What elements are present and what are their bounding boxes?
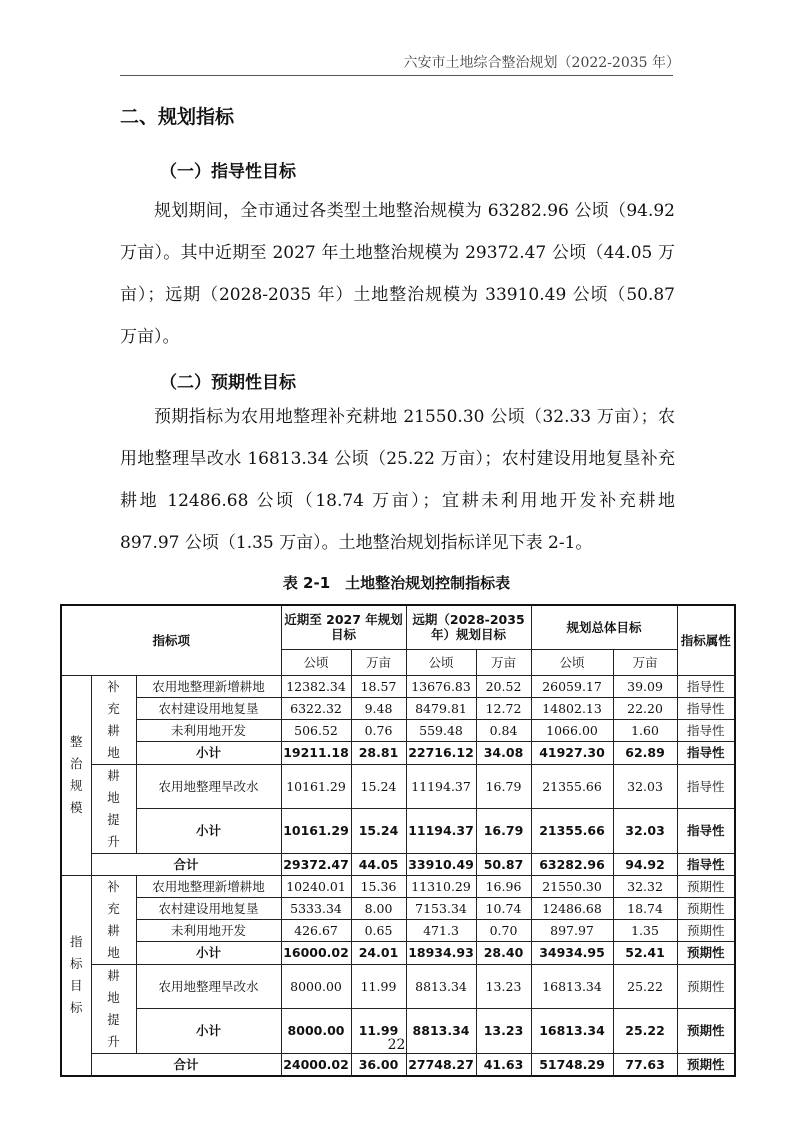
row-name: 小计 (136, 1009, 281, 1054)
value-cell: 897.97 (531, 920, 613, 942)
value-cell: 14802.13 (531, 697, 613, 719)
value-cell: 15.24 (351, 809, 406, 854)
table-row (61, 875, 735, 897)
row-name: 农用地整理新增耕地 (136, 875, 281, 897)
group-renovation-scale (61, 675, 91, 875)
table-row (61, 897, 735, 919)
table-row (61, 720, 735, 742)
value-cell: 32.03 (613, 764, 677, 809)
attribute-cell: 预期性 (677, 1009, 735, 1054)
value-cell: 15.24 (351, 764, 406, 809)
value-cell: 24000.02 (281, 1053, 351, 1076)
header-attribute: 指标属性 (677, 605, 735, 675)
header-indicator: 指标项 (61, 605, 281, 675)
value-cell: 11310.29 (406, 875, 476, 897)
value-cell: 25.22 (613, 1009, 677, 1054)
value-cell: 12.72 (476, 697, 531, 719)
value-cell: 6322.32 (281, 697, 351, 719)
value-cell: 8479.81 (406, 697, 476, 719)
value-cell: 21355.66 (531, 809, 613, 854)
value-cell: 21355.66 (531, 764, 613, 809)
group-renovation-scale-text: 整治规模 (69, 734, 83, 815)
value-cell: 62.89 (613, 742, 677, 764)
value-cell: 1.35 (613, 920, 677, 942)
value-cell: 18934.93 (406, 942, 476, 964)
table-row (61, 853, 735, 875)
attribute-cell: 预期性 (677, 942, 735, 964)
value-cell: 20.52 (476, 675, 531, 697)
value-cell: 16.79 (476, 809, 531, 854)
value-cell: 16813.34 (531, 1009, 613, 1054)
value-cell: 1.60 (613, 720, 677, 742)
value-cell: 13676.83 (406, 675, 476, 697)
value-cell: 29372.47 (281, 853, 351, 875)
table-row (61, 809, 735, 854)
value-cell: 7153.34 (406, 897, 476, 919)
value-cell: 559.48 (406, 720, 476, 742)
value-cell: 22.20 (613, 697, 677, 719)
subsection-title-guiding: （一）指导性目标 (160, 162, 296, 182)
value-cell: 18.57 (351, 675, 406, 697)
header-near-term: 近期至 2027 年规划目标 (281, 605, 406, 649)
attribute-cell: 预期性 (677, 875, 735, 897)
value-cell: 39.09 (613, 675, 677, 697)
table-row (61, 675, 735, 697)
table-caption: 表 2-1 土地整治规划控制指标表 (282, 574, 511, 592)
value-cell: 13.23 (476, 1009, 531, 1054)
attribute-cell: 指导性 (677, 853, 735, 875)
value-cell: 10161.29 (281, 809, 351, 854)
value-cell: 8813.34 (406, 1009, 476, 1054)
value-cell: 10240.01 (281, 875, 351, 897)
value-cell: 1066.00 (531, 720, 613, 742)
row-name: 农用地整理新增耕地 (136, 675, 281, 697)
value-cell: 94.92 (613, 853, 677, 875)
value-cell: 41927.30 (531, 742, 613, 764)
value-cell: 27748.27 (406, 1053, 476, 1076)
row-name: 未利用地开发 (136, 720, 281, 742)
attribute-cell: 预期性 (677, 920, 735, 942)
value-cell: 15.36 (351, 875, 406, 897)
value-cell: 44.05 (351, 853, 406, 875)
subgroup-supplement-farmland-text: 补充耕地 (107, 878, 120, 960)
attribute-cell: 指导性 (677, 809, 735, 854)
attribute-cell: 指导性 (677, 742, 735, 764)
row-name: 农用地整理旱改水 (136, 764, 281, 809)
value-cell: 16813.34 (531, 964, 613, 1009)
value-cell: 63282.96 (531, 853, 613, 875)
value-cell: 12382.34 (281, 675, 351, 697)
value-cell: 9.48 (351, 697, 406, 719)
value-cell: 25.22 (613, 964, 677, 1009)
value-cell: 13.23 (476, 964, 531, 1009)
header-total: 规划总体目标 (531, 605, 677, 649)
value-cell: 11194.37 (406, 809, 476, 854)
value-cell: 0.70 (476, 920, 531, 942)
value-cell: 10.74 (476, 897, 531, 919)
page-number: 22 (387, 1037, 406, 1053)
running-header: 六安市土地综合整治规划（2022-2035 年） (403, 55, 680, 71)
subsection-title-expected: （二）预期性目标 (160, 373, 296, 393)
attribute-cell: 预期性 (677, 1053, 735, 1076)
header-ha: 公顷 (281, 649, 351, 675)
value-cell: 34934.95 (531, 942, 613, 964)
indicator-table (60, 604, 736, 1077)
value-cell: 11194.37 (406, 764, 476, 809)
value-cell: 471.3 (406, 920, 476, 942)
value-cell: 11.99 (351, 1009, 406, 1054)
value-cell: 19211.18 (281, 742, 351, 764)
value-cell: 8000.00 (281, 1009, 351, 1054)
table-row (61, 942, 735, 964)
table-row (61, 764, 735, 809)
value-cell: 16.79 (476, 764, 531, 809)
subgroup-farmland-upgrade (91, 764, 136, 853)
value-cell: 0.76 (351, 720, 406, 742)
subgroup-supplement-farmland-text: 补充耕地 (107, 678, 120, 760)
subgroup-farmland-upgrade-text: 耕地提升 (107, 967, 120, 1049)
header-mu: 万亩 (613, 649, 677, 675)
table-row (61, 742, 735, 764)
value-cell: 28.81 (351, 742, 406, 764)
value-cell: 8.00 (351, 897, 406, 919)
row-name: 农村建设用地复垦 (136, 897, 281, 919)
table-row (61, 964, 735, 1009)
table-row (61, 697, 735, 719)
section-title: 二、规划指标 (120, 106, 235, 128)
paragraph-guiding: 规划期间，全市通过各类型土地整治规模为 63282.96 公顷（94.92 万亩）。其中近期至 2027 年土地整治规模为 29372.47 公顷（44.05 万亩）；远期（2028-2035 年）土地整治规模为 33910.49 公顷（50.87 万亩）。 (120, 201, 675, 347)
value-cell: 26059.17 (531, 675, 613, 697)
row-name: 农村建设用地复垦 (136, 697, 281, 719)
attribute-cell: 预期性 (677, 897, 735, 919)
subgroup-supplement-farmland (91, 875, 136, 964)
value-cell: 36.00 (351, 1053, 406, 1076)
value-cell: 77.63 (613, 1053, 677, 1076)
row-name: 合计 (91, 1053, 281, 1076)
value-cell: 0.65 (351, 920, 406, 942)
header-mu: 万亩 (351, 649, 406, 675)
value-cell: 33910.49 (406, 853, 476, 875)
value-cell: 41.63 (476, 1053, 531, 1076)
value-cell: 51748.29 (531, 1053, 613, 1076)
attribute-cell: 指导性 (677, 697, 735, 719)
header-far-term: 远期（2028-2035 年）规划目标 (406, 605, 531, 649)
table-row (61, 920, 735, 942)
value-cell: 8813.34 (406, 964, 476, 1009)
value-cell: 16.96 (476, 875, 531, 897)
value-cell: 11.99 (351, 964, 406, 1009)
subgroup-supplement-farmland (91, 675, 136, 764)
header-ha: 公顷 (531, 649, 613, 675)
subgroup-farmland-upgrade-text: 耕地提升 (107, 767, 120, 849)
value-cell: 16000.02 (281, 942, 351, 964)
attribute-cell: 指导性 (677, 675, 735, 697)
value-cell: 50.87 (476, 853, 531, 875)
value-cell: 24.01 (351, 942, 406, 964)
value-cell: 34.08 (476, 742, 531, 764)
row-name: 农用地整理旱改水 (136, 964, 281, 1009)
group-indicator-target-text: 指标目标 (69, 934, 83, 1015)
value-cell: 12486.68 (531, 897, 613, 919)
value-cell: 28.40 (476, 942, 531, 964)
attribute-cell: 预期性 (677, 964, 735, 1009)
row-name: 小计 (136, 742, 281, 764)
value-cell: 21550.30 (531, 875, 613, 897)
attribute-cell: 指导性 (677, 720, 735, 742)
row-name: 未利用地开发 (136, 920, 281, 942)
row-name: 小计 (136, 809, 281, 854)
row-name: 合计 (91, 853, 281, 875)
row-name: 小计 (136, 942, 281, 964)
header-mu: 万亩 (476, 649, 531, 675)
value-cell: 22716.12 (406, 742, 476, 764)
table-row (61, 1053, 735, 1076)
value-cell: 10161.29 (281, 764, 351, 809)
value-cell: 52.41 (613, 942, 677, 964)
value-cell: 32.03 (613, 809, 677, 854)
value-cell: 5333.34 (281, 897, 351, 919)
header-ha: 公顷 (406, 649, 476, 675)
paragraph-expected: 预期指标为农用地整理补充耕地 21550.30 公顷（32.33 万亩）；农用地整理旱改水 16813.34 公顷（25.22 万亩）；农村建设用地复垦补充耕地 12486.68 公顷（18.74 万亩）；宜耕未利用地开发补充耕地 897.97 公顷（1.35 万亩）。土地整治规划指标详见下表 2-1。 (120, 407, 675, 553)
value-cell: 18.74 (613, 897, 677, 919)
value-cell: 426.67 (281, 920, 351, 942)
value-cell: 8000.00 (281, 964, 351, 1009)
attribute-cell: 指导性 (677, 764, 735, 809)
value-cell: 506.52 (281, 720, 351, 742)
header-divider (120, 75, 673, 76)
value-cell: 32.32 (613, 875, 677, 897)
value-cell: 0.84 (476, 720, 531, 742)
